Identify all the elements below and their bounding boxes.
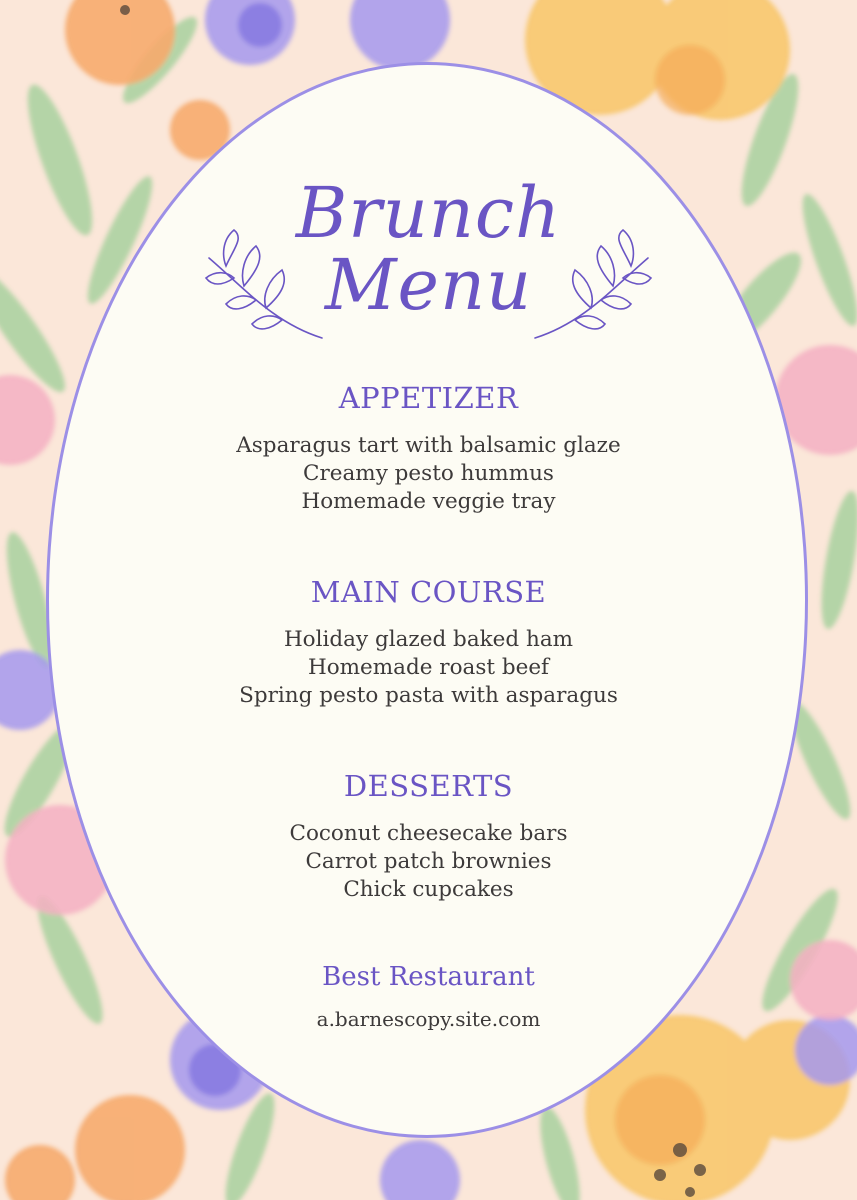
- section-heading-main-course: MAIN COURSE: [310, 575, 547, 609]
- list-item: Homemade veggie tray: [301, 489, 556, 514]
- list-item: Holiday glazed baked ham: [283, 627, 574, 652]
- list-item: Carrot patch brownies: [305, 849, 552, 874]
- list-item: Spring pesto pasta with asparagus: [239, 683, 618, 708]
- list-item: Homemade roast beef: [307, 655, 550, 680]
- main-course-items: [0, 626, 857, 710]
- list-item: Creamy pesto hummus: [303, 461, 554, 486]
- list-item: Asparagus tart with balsamic glaze: [236, 433, 621, 458]
- list-item: Chick cupcakes: [343, 877, 514, 902]
- laurel-sprig-icon: [204, 228, 324, 348]
- desserts-items: [0, 820, 857, 904]
- menu-title-line1: Brunch: [295, 172, 562, 254]
- restaurant-name: Best Restaurant: [322, 962, 535, 992]
- section-heading-appetizer: APPETIZER: [338, 381, 519, 415]
- appetizer-items: [0, 432, 857, 516]
- list-item: Coconut cheesecake bars: [289, 821, 568, 846]
- website-link[interactable]: a.barnescopy.site.com: [316, 1007, 541, 1031]
- section-heading-desserts: DESSERTS: [343, 769, 514, 803]
- menu-title-line2: Menu: [324, 244, 533, 326]
- laurel-sprig-icon: [533, 228, 653, 348]
